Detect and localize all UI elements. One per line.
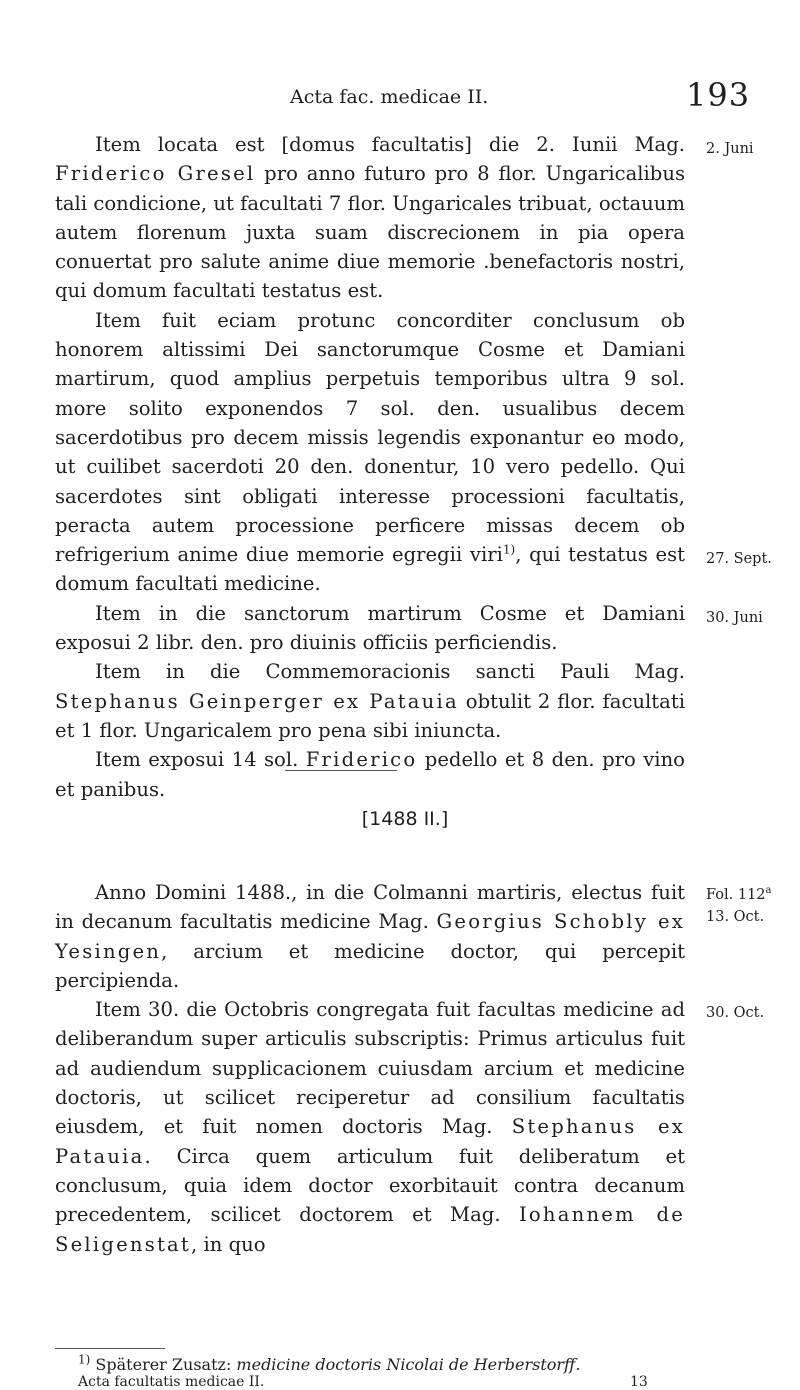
page-number: 193 (686, 76, 751, 114)
person-name: Georgius Schobly ex Yesingen (55, 910, 685, 963)
paragraph: Item locata est [domus facultatis] die 2. Iunii Mag. Friderico Gresel pro anno futuro pro 8 flor. Ungaricalibus tali condicione, ut facultati 7 flor. Ungaricales tribuat, octauum autem florenum juxta suam discrecionem in pia opera conuertat pro salute anime diue memorie .benefactoris nostri, qui domum facultati testatus est. (55, 133, 686, 303)
person-name: Friderico (305, 748, 418, 772)
person-name: Friderico Gresel (55, 162, 256, 186)
margin-date: 30. Juni (706, 610, 763, 626)
paragraph: Anno Domini 1488., in die Colmanni martiris, electus fuit in decanum facultatis medicine Mag. Georgius Schobly ex Yesingen, arcium et medicine doctor, qui percepit percipienda. (55, 881, 685, 992)
margin-folio: Fol. 112$^a$ (706, 885, 772, 903)
person-name: Stephanus ex Patauia (55, 1115, 685, 1168)
margin-date: 30. Oct. (706, 1005, 765, 1021)
signature-line: Acta facultatis medicae II. (78, 1374, 265, 1390)
person-name: Stephanus Geinperger ex Patauia (55, 689, 459, 713)
margin-date: 13. Oct. (706, 909, 765, 925)
signature-number: 13 (630, 1374, 648, 1390)
paragraph: Item in die Commemoracionis sancti Pauli Mag. Stephanus Geinperger ex Patauia obtulit 2 flor. facultati et 1 flor. Ungaricalem pro pena sibi iniuncta. (55, 660, 685, 742)
margin-date: 27. Sept. (706, 551, 772, 567)
footnote-text: medicine doctoris Nicolai de Herberstorff. (236, 1355, 581, 1374)
footnote-reference: 1) (502, 542, 516, 557)
paragraph: Item fuit eciam protunc concorditer conclusum ob honorem altissimi Dei sanctorumque Cosme et Damiani martirum, quod amplius perpetuis temporibus ultra 9 sol. more solito exponendos 7 sol. den. usualibus decem sacerdotibus pro decem missis legendis exponantur eo modo, ut cuilibet sacerdoti 20 den. donentur, 10 vero pedello. Qui sacerdotes sint obligati interesse processioni facultatis, peracta autem processione perficere missas decem ob refrigerium anime diue memorie egregii viri$^{1)}$, qui testatus est domum facultati medicine. (55, 308, 686, 596)
page-header (0, 72, 800, 116)
paragraph: Item in die sanctorum martirum Cosme et Damiani exposui 2 libr. den. pro diuinis officiis perficiendis. (55, 601, 685, 655)
footnote (78, 1352, 581, 1374)
footnote-divider (55, 1348, 165, 1349)
footnote-label: Späterer Zusatz: (95, 1355, 237, 1374)
year-heading: [1488 II.] (361, 808, 449, 830)
person-name: Iohannem de Seligenstat (55, 1203, 685, 1256)
section-2 (55, 878, 685, 1259)
section-1 (55, 130, 685, 804)
section-divider (285, 770, 397, 771)
footnote-marker: 1) (78, 1352, 91, 1367)
paragraph: Item 30. die Octobris congregata fuit facultas medicine ad deliberandum super articulis subscriptis: Primus articulus fuit ad audiendum supplicacionem cuiusdam arcium et medicine doctoris, ut scilicet reciperetur ad consilium facultatis eiusdem, et fuit nomen doctoris Mag. Stephanus ex Patauia. Circa quem articulum fuit deliberatum et conclusum, quia idem doctor exorbitauit contra decanum precedentem, scilicet doctorem et Mag. Iohannem de Seligenstat, in quo (55, 998, 685, 1256)
paragraph: Item exposui 14 sol. Friderico pedello et 8 den. pro vino et panibus. (55, 748, 685, 801)
margin-date: 2. Juni (706, 141, 754, 157)
running-title: Acta fac. medicae II. (290, 86, 489, 108)
